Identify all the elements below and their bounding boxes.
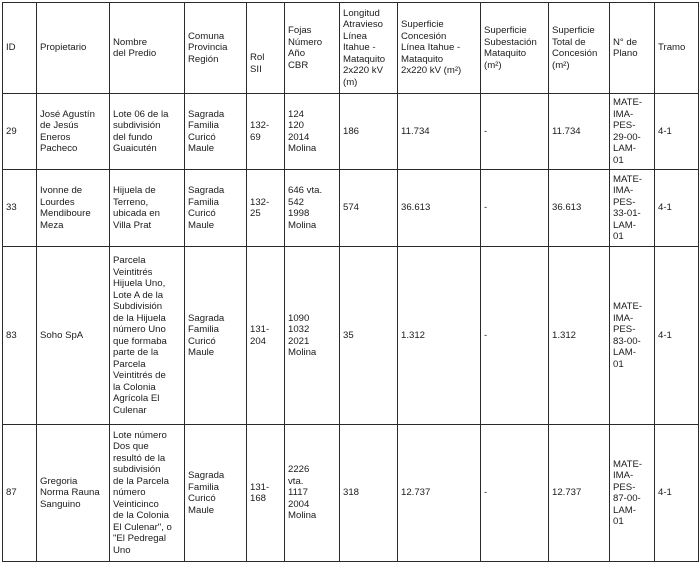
table-row xyxy=(3,170,699,247)
table-row xyxy=(3,247,699,425)
cell-superficie-total: 36.613 xyxy=(549,170,610,247)
cell-comuna: Sagrada Familia Curicó Maule xyxy=(185,170,247,247)
cell-superficie-subestacion: - xyxy=(481,247,549,425)
header-fojas: Fojas Número Año CBR xyxy=(285,3,340,94)
header-id: ID xyxy=(3,3,37,94)
cell-comuna: Sagrada Familia Curicó Maule xyxy=(185,425,247,562)
cell-superficie-concesion: 36.613 xyxy=(398,170,481,247)
cell-comuna: Sagrada Familia Curicó Maule xyxy=(185,94,247,170)
cell-plano: MATE- IMA- PES- 87-00- LAM- 01 xyxy=(610,425,655,562)
cell-superficie-subestacion: - xyxy=(481,170,549,247)
cell-superficie-total: 11.734 xyxy=(549,94,610,170)
cell-comuna: Sagrada Familia Curicó Maule xyxy=(185,247,247,425)
cell-nombre-predio: Parcela Veintitrés Hijuela Uno, Lote A de la Subdivisión de la Hijuela número Uno que formaba parte de la Parcela Veintitrés de la Colonia Agrícola El Culenar xyxy=(110,247,185,425)
cell-plano: MATE- IMA- PES- 29-00- LAM- 01 xyxy=(610,94,655,170)
cell-propietario: Gregoria Norma Rauna Sanguino xyxy=(37,425,110,562)
cell-fojas: 646 vta. 542 1998 Molina xyxy=(285,170,340,247)
header-nombre-predio: Nombre del Predio xyxy=(110,3,185,94)
cell-tramo: 4-1 xyxy=(655,170,699,247)
cell-rol: 132- 25 xyxy=(247,170,285,247)
header-superficie-subestacion: Superficie Subestación Mataquito (m²) xyxy=(481,3,549,94)
cell-propietario: Soho SpA xyxy=(37,247,110,425)
table-header-row xyxy=(3,3,699,94)
cell-tramo: 4-1 xyxy=(655,94,699,170)
header-superficie-concesion: Superficie Concesión Línea Itahue - Mataquito 2x220 kV (m²) xyxy=(398,3,481,94)
cell-fojas: 1090 1032 2021 Molina xyxy=(285,247,340,425)
cell-longitud: 574 xyxy=(340,170,398,247)
cell-fojas: 2226 vta. 1117 2004 Molina xyxy=(285,425,340,562)
header-longitud: Longitud Atravieso Línea Itahue - Mataquito 2x220 kV (m) xyxy=(340,3,398,94)
concession-table xyxy=(2,2,699,562)
header-plano: N° de Plano xyxy=(610,3,655,94)
cell-superficie-subestacion: - xyxy=(481,94,549,170)
header-rol: Rol SII xyxy=(247,3,285,94)
cell-nombre-predio: Hijuela de Terreno, ubicada en Villa Prat xyxy=(110,170,185,247)
header-tramo: Tramo xyxy=(655,3,699,94)
cell-tramo: 4-1 xyxy=(655,247,699,425)
cell-nombre-predio: Lote 06 de la subdivisión del fundo Guaicutén xyxy=(110,94,185,170)
cell-longitud: 35 xyxy=(340,247,398,425)
cell-longitud: 186 xyxy=(340,94,398,170)
cell-superficie-concesion: 12.737 xyxy=(398,425,481,562)
cell-superficie-concesion: 1.312 xyxy=(398,247,481,425)
cell-longitud: 318 xyxy=(340,425,398,562)
cell-rol: 131- 168 xyxy=(247,425,285,562)
cell-tramo: 4-1 xyxy=(655,425,699,562)
cell-superficie-subestacion: - xyxy=(481,425,549,562)
cell-id: 29 xyxy=(3,94,37,170)
cell-superficie-total: 12.737 xyxy=(549,425,610,562)
table-row xyxy=(3,94,699,170)
cell-propietario: José Agustín de Jesús Eneros Pacheco xyxy=(37,94,110,170)
cell-rol: 132- 69 xyxy=(247,94,285,170)
cell-rol: 131- 204 xyxy=(247,247,285,425)
header-propietario: Propietario xyxy=(37,3,110,94)
cell-nombre-predio: Lote número Dos que resultó de la subdivisión de la Parcela número Veinticinco de la Colonia El Culenar", o "El Pedregal Uno xyxy=(110,425,185,562)
header-comuna: Comuna Provincia Región xyxy=(185,3,247,94)
header-superficie-total: Superficie Total de Concesión (m²) xyxy=(549,3,610,94)
cell-plano: MATE- IMA- PES- 83-00- LAM- 01 xyxy=(610,247,655,425)
cell-id: 87 xyxy=(3,425,37,562)
table-row xyxy=(3,425,699,562)
cell-plano: MATE- IMA- PES- 33-01- LAM- 01 xyxy=(610,170,655,247)
cell-fojas: 124 120 2014 Molina xyxy=(285,94,340,170)
cell-superficie-concesion: 11.734 xyxy=(398,94,481,170)
cell-propietario: Ivonne de Lourdes Mendiboure Meza xyxy=(37,170,110,247)
cell-superficie-total: 1.312 xyxy=(549,247,610,425)
cell-id: 33 xyxy=(3,170,37,247)
document-page xyxy=(2,2,698,563)
cell-id: 83 xyxy=(3,247,37,425)
